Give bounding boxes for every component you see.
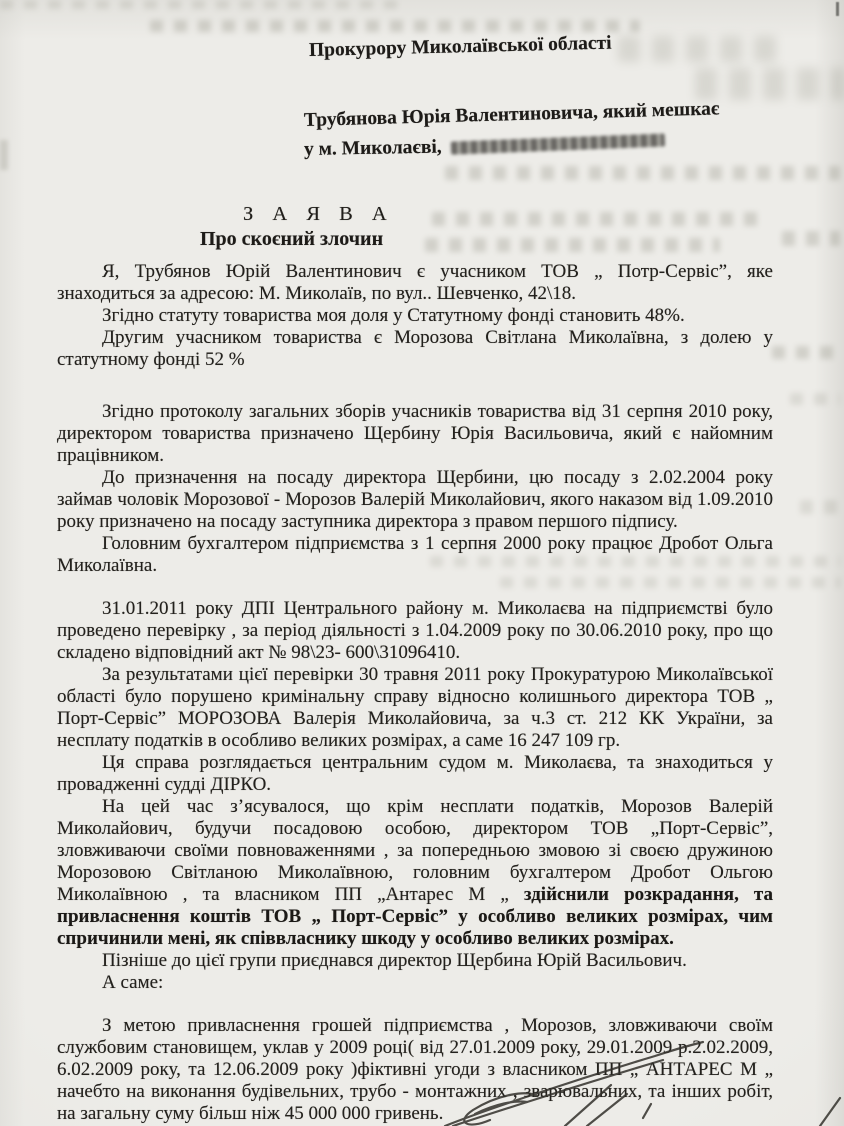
bleedthrough-mark	[618, 36, 780, 62]
bleedthrough-mark	[445, 166, 840, 180]
page-edge-smudge	[0, 140, 8, 170]
allegation-normal-text: На цей час з’ясувалося, що крім несплати податків, Морозов Валерій Миколайович, будучи посадовою особою, директором ТОВ „Порт-Сервіс”, зловживаючи своїми повноваженнями , за попередньою змовою зі своєю дружиною Морозовою Світланою Миколаївною, головним бухгалтером Дробот Ольгою Миколаївною , та власником ПП „Антарес М „	[57, 796, 773, 905]
bleedthrough-mark	[790, 393, 840, 405]
bleedthrough-mark	[0, 0, 400, 9]
paragraph-fictitious-contracts: З метою привласнення грошей підприємства , Морозов, зловживаючи своїм службовим становищем, уклав у 2009 році( від 27.01.2009 року, 29.01.2009 р.2.02.2009, 6.02.2009 року, та 12.06.2009 року )фіктивні угоди з власником ПП „ АНТАРЕС М „ начебто на виконання будівельних, трубо - монтажних , зварювальних, та інших робіт, на загальну суму більш ніж 45 000 000 гривень.	[57, 1015, 773, 1124]
bleedthrough-mark	[695, 68, 844, 100]
paragraph-share-48: Згідно статуту товариства моя доля у Статутному фонді становить 48%.	[102, 305, 685, 326]
document-subtitle: Про скоєний злочин	[200, 228, 384, 250]
paragraph-prior-director: До призначення на посаду директора Щербини, цю посаду з 2.02.2004 року займав чоловік Морозової - Морозов Валерій Миколайович, якого наказом від 1.09.2010 року призначено на посаду заступника директора з правом першого підпису.	[57, 467, 773, 532]
paragraph-share-52: Другим учасником товариства є Морозова Світлана Миколаївна, з долею у статутному фонді 52 %	[57, 327, 773, 370]
bleedthrough-mark	[772, 346, 838, 359]
paragraph-criminal-case: За результатами цієї перевірки 30 травня 2011 року Прокуратурою Миколаївської області було порушено кримінальну справу відносно колишнього директора ТОВ „ Порт-Сервіс” МОРОЗОВА Валерія Миколайовича, за ч.3 ст. 212 КК України, за несплату податків в особливо великих розмірах, а саме 16 247 109 гр.	[57, 664, 773, 751]
document-body	[57, 261, 773, 1125]
paragraph-accountant: Головним бухгалтером підприємства з 1 серпня 2000 року працює Дробот Ольга Миколаївна.	[57, 533, 773, 576]
signature-scribble	[415, 1018, 844, 1126]
page-edge-mark	[836, 2, 839, 16]
document-title: З А Я В А	[243, 203, 394, 225]
applicant-city: у м. Миколаєві,	[303, 136, 442, 160]
bleedthrough-mark	[150, 20, 640, 32]
applicant-address-line	[304, 133, 665, 161]
bleedthrough-mark	[432, 212, 762, 226]
allegation-bold-text: здійснили розкрадання, та привласнення коштів ТОВ „ Порт-Сервіс” у особливо великих розмірах, чим спричинили мені, як співвласнику шкоду у особливо великих розмірах.	[57, 884, 773, 949]
applicant-name-line: Трубянова Юрія Валентиновича, який мешкає	[303, 98, 720, 131]
paragraph-protocol: Згідно протоколу загальних зборів учасників товариства від 31 серпня 2010 року, директором товариства призначено Щербину Юрія Васильовича, який є найомним працівником.	[57, 401, 773, 466]
paragraph-audit: 31.01.2011 року ДПІ Центрального району м. Миколаєва на підприємстві було проведено перевірку , за період діяльності з 1.04.2009 року по 30.06.2010 року, про що складено відповідний акт № 98\23- 600\31096410.	[57, 598, 773, 663]
bleedthrough-mark	[782, 231, 840, 246]
paragraph-allegation	[57, 796, 773, 950]
paragraph-court: Ця справа розглядається центральним судом м. Миколаєва, та знаходиться у провадженні судді ДІРКО.	[57, 752, 773, 795]
redacted-address-strip	[450, 133, 664, 154]
bleedthrough-mark	[800, 500, 840, 514]
paragraph-namely: А саме:	[102, 972, 164, 993]
bleedthrough-mark	[425, 238, 720, 252]
paragraph-director-joined: Пізніше до цієї групи приєднався директор Щербина Юрій Васильович.	[102, 950, 687, 971]
addressee-line: Прокурору Миколаївської області	[308, 32, 612, 61]
paragraph-intro: Я, Трубянов Юрій Валентинович є учасником ТОВ „ Потр-Сервіс”, яке знаходиться за адресою: М. Миколаїв, по вул.. Шевченко, 42\18.	[57, 261, 773, 304]
